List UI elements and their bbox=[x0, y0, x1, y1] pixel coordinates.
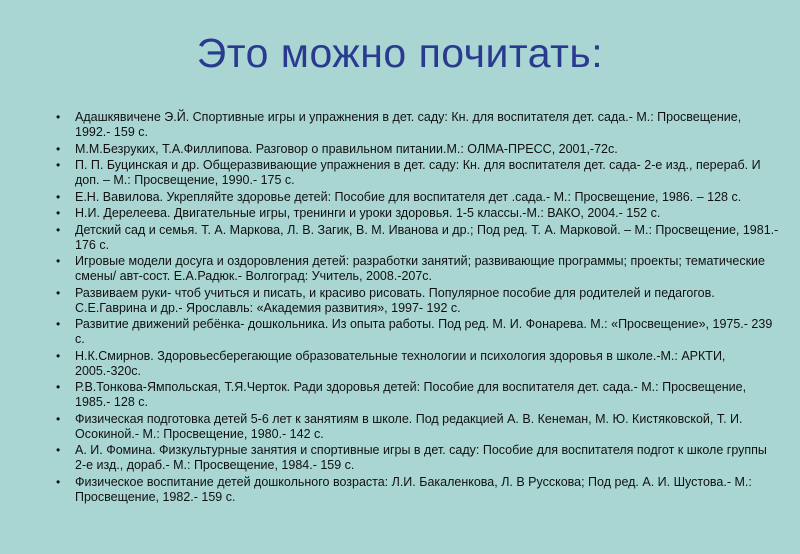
reference-item bbox=[56, 206, 780, 221]
reference-item bbox=[56, 286, 780, 316]
bullet-icon: • bbox=[56, 474, 61, 489]
reference-item bbox=[56, 110, 780, 140]
reference-item bbox=[56, 142, 780, 157]
reference-item bbox=[56, 317, 780, 347]
bullet-icon: • bbox=[56, 254, 61, 268]
reference-text: П. П. Буцинская и др. Общеразвивающие упражнения в дет. саду: Кн. для воспитателя дет. сада- 2-е изд., перераб. И доп. – М.: Просвещение, 1990.- 175 с. bbox=[75, 158, 761, 187]
reference-text: А. И. Фомина. Физкультурные занятия и спортивные игры в дет. саду: Пособие для воспитателя подгот к школе группы 2-е изд., дораб.- М.: Просвещение, 1984.- 159 с. bbox=[75, 443, 767, 472]
reference-text: Р.В.Тонкова-Ямпольская, Т.Я.Черток. Ради здоровья детей: Пособие для воспитателя дет. сада.- М.: Просвещение, 1985.- 128 с. bbox=[75, 380, 747, 409]
reference-text: Детский сад и семья. Т. А. Маркова, Л. В. Загик, В. М. Иванова и др.; Под ред. Т. А. Марковой. – М.: Просвещение, 1981.- 176 с. bbox=[75, 222, 779, 252]
reference-item bbox=[56, 254, 780, 284]
reference-text: М.М.Безруких, Т.А.Филлипова. Разговор о правильном питании.М.: ОЛМА-ПРЕСС, 2001,-72с. bbox=[75, 141, 618, 156]
reference-text: Е.Н. Вавилова. Укрепляйте здоровье детей: Пособие для воспитателя дет .сада.- М.: Просвещение, 1986. – 128 с. bbox=[75, 189, 742, 204]
bullet-icon: • bbox=[56, 141, 61, 156]
reference-item bbox=[56, 158, 780, 188]
slide-title: Это можно почитать: bbox=[196, 30, 604, 76]
reference-item bbox=[56, 443, 780, 473]
reference-text: Адашкявичене Э.Й. Спортивные игры и упражнения в дет. саду: Кн. для воспитателя дет. сада.- М.: Просвещение, 1992.- 159 с. bbox=[75, 110, 742, 139]
bullet-icon: • bbox=[56, 380, 61, 394]
reference-text: Физическое воспитание детей дошкольного возраста: Л.И. Бакаленкова, Л. В Русскова; Под ред. А. И. Шустова.- М.: Просвещение, 1982.- 159 с. bbox=[75, 474, 752, 504]
bullet-icon: • bbox=[56, 222, 61, 237]
bullet-icon: • bbox=[56, 443, 61, 457]
bullet-icon: • bbox=[56, 110, 61, 124]
reference-text: Игровые модели досуга и оздоровления детей: разработки занятий; развивающие программы; проекты; тематические смены/ авт-сост. Е.А.Радюк.- Волгоград: Учитель, 2008.-207с. bbox=[75, 254, 765, 283]
bullet-icon: • bbox=[56, 158, 61, 172]
bullet-icon: • bbox=[56, 317, 61, 331]
reference-item bbox=[56, 475, 780, 505]
bullet-icon: • bbox=[56, 189, 61, 204]
bullet-icon: • bbox=[56, 348, 61, 363]
bullet-icon: • bbox=[56, 411, 61, 426]
bullet-icon: • bbox=[56, 285, 61, 300]
reference-text: Физическая подготовка детей 5-6 лет к занятиям в школе. Под редакцией А. В. Кенеман, М. Ю. Кистяковской, Т. И. Осокиной.- М.: Просвещение, 1980.- 142 с. bbox=[75, 411, 743, 441]
reference-item bbox=[56, 349, 780, 379]
reference-item bbox=[56, 223, 780, 253]
bullet-icon: • bbox=[56, 206, 61, 220]
reference-text: Н.И. Дерелеева. Двигательные игры, тренинги и уроки здоровья. 1-5 классы.-М.: ВАКО, 2004.- 152 с. bbox=[75, 206, 661, 220]
reference-item bbox=[56, 380, 780, 410]
reference-text: Н.К.Смирнов. Здоровьесберегающие образовательные технологии и психология здоровья в школе.-М.: АРКТИ, 2005.-320с. bbox=[75, 348, 726, 378]
reference-text: Развитие движений ребёнка- дошкольника. Из опыта работы. Под ред. М. И. Фонарева. М.: «Просвещение», 1975.- 239 с. bbox=[75, 317, 773, 346]
reference-text: Развиваем руки- чтоб учиться и писать, и красиво рисовать. Популярное пособие для родителей и педагогов. С.Е.Гаврина и др.- Ярославль: «Академия развития», 1997- 192 с. bbox=[75, 285, 715, 315]
reference-item bbox=[56, 190, 780, 205]
reference-item bbox=[56, 412, 780, 442]
reference-list bbox=[56, 110, 780, 506]
